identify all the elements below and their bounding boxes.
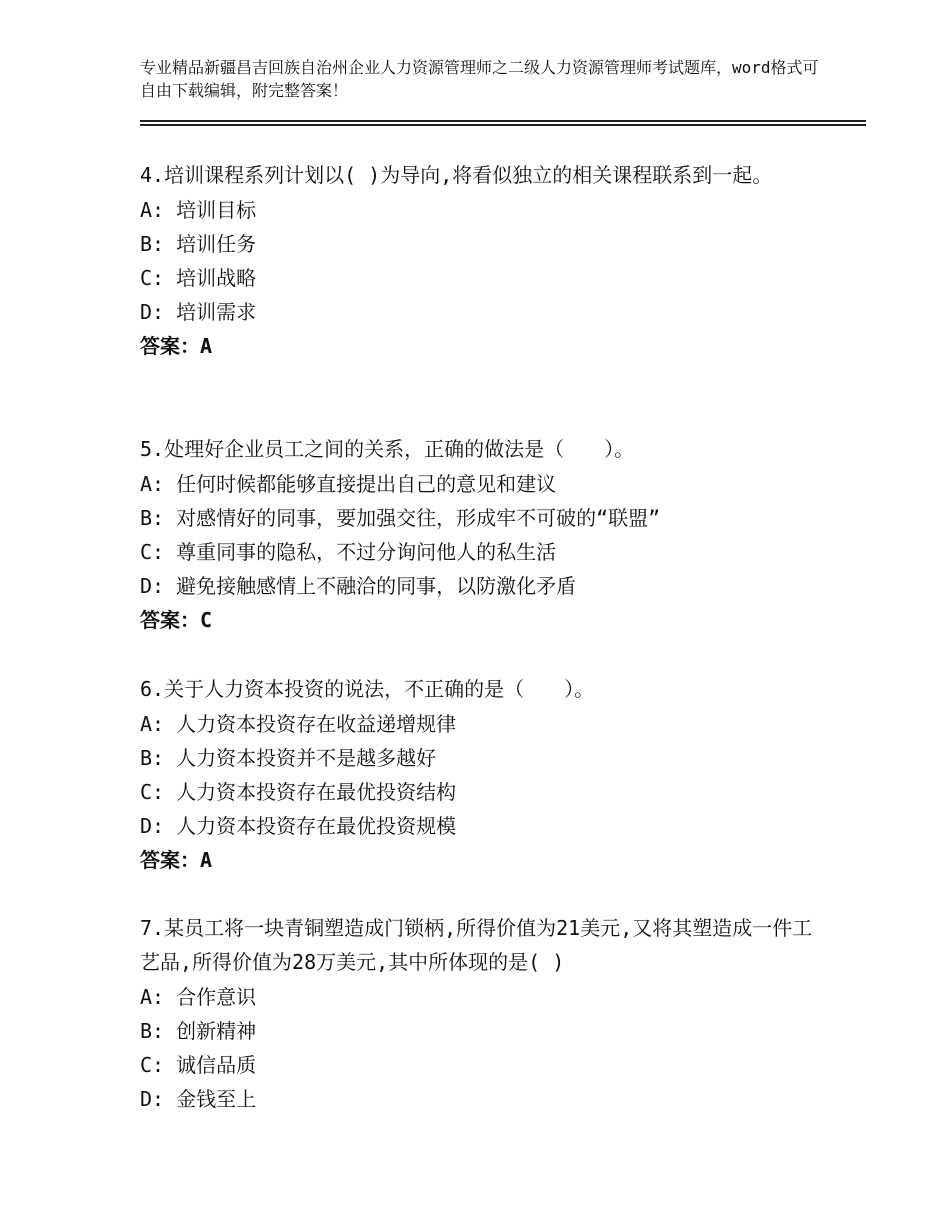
document-title: 专业精品新疆昌吉回族自治州企业人力资源管理师之二级人力资源管理师考试题库，word格式可自由下载编辑，附完整答案！ bbox=[140, 58, 819, 100]
option-c: C: 诚信品质 bbox=[140, 1053, 257, 1077]
answer-label: 答案：A bbox=[140, 848, 213, 872]
question-4 bbox=[140, 158, 820, 363]
answer-label: 答案：A bbox=[140, 334, 213, 358]
option-b: B: 对感情好的同事，要加强交往，形成牢不可破的“联盟” bbox=[140, 506, 661, 530]
option-a: A: 任何时候都能够直接提出自己的意见和建议 bbox=[140, 472, 557, 496]
option-d: D: 人力资本投资存在最优投资规模 bbox=[140, 814, 457, 838]
option-d: D: 培训需求 bbox=[140, 300, 257, 324]
question-7 bbox=[140, 911, 820, 1116]
option-d: D: 金钱至上 bbox=[140, 1087, 257, 1111]
question-stem: 6.关于人力资本投资的说法，不正确的是（ ）。 bbox=[140, 677, 595, 701]
option-b: B: 培训任务 bbox=[140, 232, 257, 256]
option-c: C: 人力资本投资存在最优投资结构 bbox=[140, 780, 457, 804]
question-6 bbox=[140, 672, 820, 877]
option-c: C: 培训战略 bbox=[140, 266, 257, 290]
question-stem: 5.处理好企业员工之间的关系，正确的做法是（ ）。 bbox=[140, 437, 635, 461]
question-stem: 4.培训课程系列计划以( )为导向,将看似独立的相关课程联系到一起。 bbox=[140, 163, 773, 187]
header-divider-top bbox=[140, 120, 866, 122]
question-5 bbox=[140, 432, 820, 637]
option-c: C: 尊重同事的隐私，不过分询问他人的私生活 bbox=[140, 540, 557, 564]
answer-label: 答案：C bbox=[140, 608, 213, 632]
option-a: A: 人力资本投资存在收益递增规律 bbox=[140, 712, 457, 736]
question-stem: 7.某员工将一块青铜塑造成门锁柄,所得价值为21美元,又将其塑造成一件工艺品,所得价值为28万美元,其中所体现的是( ) bbox=[140, 916, 813, 974]
option-b: B: 人力资本投资并不是越多越好 bbox=[140, 746, 437, 770]
option-d: D: 避免接触感情上不融洽的同事，以防激化矛盾 bbox=[140, 574, 577, 598]
document-header bbox=[140, 56, 820, 102]
header-divider-bottom bbox=[140, 124, 866, 126]
option-a: A: 合作意识 bbox=[140, 985, 257, 1009]
option-a: A: 培训目标 bbox=[140, 198, 257, 222]
option-b: B: 创新精神 bbox=[140, 1019, 257, 1043]
